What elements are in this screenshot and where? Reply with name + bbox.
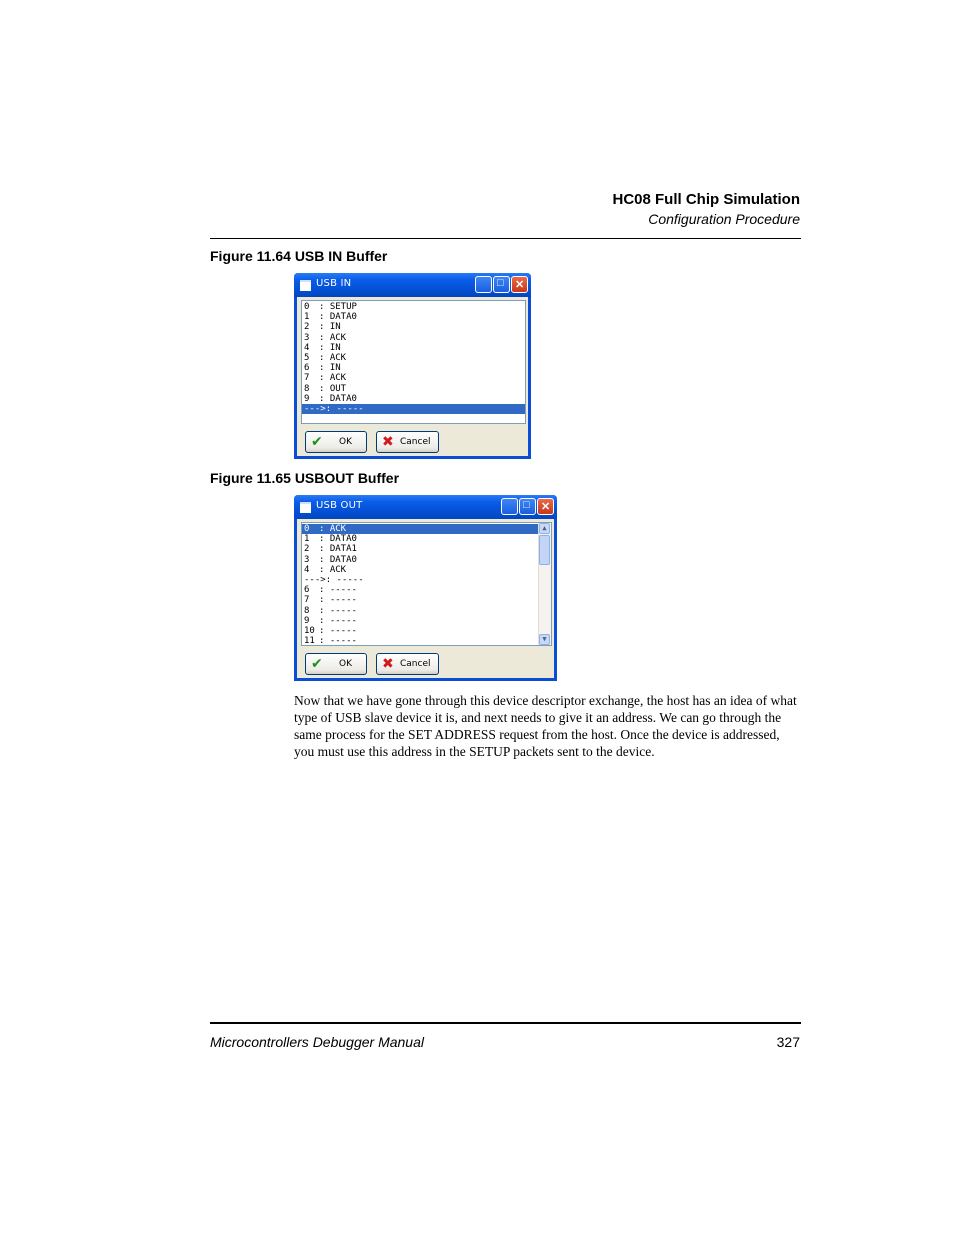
scroll-up-icon[interactable]: ▲	[539, 523, 550, 534]
footer-rule	[210, 1022, 801, 1024]
usb-out-listbox[interactable]	[301, 522, 552, 646]
list-item-index: --->	[304, 403, 326, 414]
list-item-value: : -----	[325, 574, 364, 585]
list-item[interactable]	[302, 565, 538, 575]
list-item[interactable]	[302, 555, 538, 565]
close-icon: ✕	[515, 279, 525, 291]
list-item[interactable]	[302, 585, 538, 595]
list-item-value: : DATA0	[319, 554, 357, 565]
list-item[interactable]	[302, 606, 538, 616]
list-item-value: : SETUP	[319, 302, 357, 312]
list-item[interactable]	[302, 384, 525, 394]
list-item[interactable]	[302, 626, 538, 636]
cross-icon: ✖	[382, 434, 394, 450]
list-item-index: 6	[304, 585, 310, 596]
list-item-index: 8	[304, 605, 310, 616]
scroll-thumb[interactable]	[539, 535, 550, 565]
list-item-index: 3	[304, 332, 310, 343]
minimize-button[interactable]	[475, 276, 492, 293]
list-item-value: : -----	[319, 585, 357, 596]
list-item-value: : -----	[319, 625, 357, 636]
usb-in-listbox[interactable]	[301, 300, 526, 424]
ok-button[interactable]	[305, 431, 367, 453]
list-item[interactable]	[302, 524, 538, 534]
list-item[interactable]	[302, 544, 538, 554]
minimize-button[interactable]	[501, 498, 518, 515]
list-item-index: 0	[304, 302, 310, 312]
list-item-index: 7	[304, 373, 310, 384]
section-title: HC08 Full Chip Simulation	[612, 191, 800, 208]
body-paragraph: Now that we have gone through this device descriptor exchange, the host has an idea of what type of USB slave device it is, and next needs to give it an address. We can go through the same process for the SET ADDRESS request from the host. Once the device is addressed, you must use this address in the SETUP packets sent to the device.	[294, 693, 797, 759]
list-item-index: 9	[304, 615, 310, 626]
header-rule	[210, 238, 801, 239]
list-item-index: 5	[304, 352, 310, 363]
list-item-value: : IN	[319, 342, 341, 353]
dialog-title: USB IN	[316, 278, 352, 289]
dialog-client	[297, 519, 554, 678]
figure-caption-usb-out: Figure 11.65 USBOUT Buffer	[210, 470, 400, 486]
list-item-index: --->	[304, 574, 326, 585]
list-item-value: : -----	[319, 615, 357, 626]
dialog-title: USB OUT	[316, 500, 363, 511]
list-item-value: : DATA0	[319, 534, 357, 545]
list-item[interactable]	[302, 534, 538, 544]
list-item-index: 4	[304, 564, 310, 575]
maximize-icon: □	[497, 277, 504, 289]
list-item[interactable]	[302, 636, 538, 646]
ok-button-label: OK	[339, 437, 352, 447]
list-item-index: 10	[304, 625, 315, 636]
list-item-value: : ACK	[319, 352, 347, 363]
list-item[interactable]	[302, 373, 525, 383]
list-item-value: : IN	[319, 322, 341, 333]
list-item[interactable]	[302, 302, 525, 312]
list-item-value: : DATA1	[319, 544, 357, 555]
list-item-value: : ACK	[319, 332, 347, 343]
close-button[interactable]	[511, 276, 528, 293]
list-item-index: 2	[304, 322, 310, 333]
vertical-scrollbar[interactable]	[538, 523, 551, 645]
figure-caption-usb-in: Figure 11.64 USB IN Buffer	[210, 248, 388, 264]
list-item-index: 1	[304, 312, 310, 323]
list-item-value: : DATA0	[319, 312, 357, 323]
list-item-value: : ACK	[319, 564, 347, 575]
cancel-button[interactable]	[376, 431, 439, 453]
list-item[interactable]	[302, 363, 525, 373]
list-item[interactable]	[302, 616, 538, 626]
list-item[interactable]	[302, 575, 538, 585]
list-item[interactable]	[302, 595, 538, 605]
minimize-icon: _	[506, 504, 513, 516]
dialog-titlebar[interactable]	[294, 273, 531, 297]
list-item-value: : OUT	[319, 383, 347, 394]
list-item-index: 8	[304, 383, 310, 394]
cross-icon: ✖	[382, 656, 394, 672]
list-item-value: : ACK	[319, 524, 347, 534]
list-item-value: : -----	[325, 403, 364, 414]
cancel-button-label: Cancel	[400, 659, 431, 669]
list-item-index: 1	[304, 534, 310, 545]
list-item-value: : IN	[319, 363, 341, 374]
window-icon	[300, 280, 311, 291]
list-item[interactable]	[302, 312, 525, 322]
list-item-index: 11	[304, 636, 315, 646]
maximize-button[interactable]	[493, 276, 510, 293]
list-item-value: : ACK	[319, 373, 347, 384]
window-icon	[300, 502, 311, 513]
list-item[interactable]	[302, 353, 525, 363]
close-button[interactable]	[537, 498, 554, 515]
list-item-index: 3	[304, 554, 310, 565]
list-item-index: 6	[304, 363, 310, 374]
list-item-value: : -----	[319, 605, 357, 616]
list-item[interactable]	[302, 404, 525, 414]
list-item-index: 0	[304, 524, 310, 534]
checkmark-icon: ✔	[311, 656, 323, 672]
ok-button[interactable]	[305, 653, 367, 675]
maximize-icon: □	[523, 499, 530, 511]
list-item-index: 4	[304, 342, 310, 353]
scroll-down-icon[interactable]: ▼	[539, 634, 550, 645]
list-item-value: : -----	[319, 595, 357, 606]
minimize-icon: _	[480, 282, 487, 294]
list-item[interactable]	[302, 394, 525, 404]
cancel-button-label: Cancel	[400, 437, 431, 447]
list-item-index: 7	[304, 595, 310, 606]
usb-out-dialog	[294, 495, 557, 681]
page-number: 327	[776, 1034, 800, 1050]
list-item[interactable]	[302, 322, 525, 332]
checkmark-icon: ✔	[311, 434, 323, 450]
manual-title: Microcontrollers Debugger Manual	[210, 1034, 424, 1050]
list-item[interactable]	[302, 333, 525, 343]
list-item-value: : -----	[319, 636, 357, 646]
cancel-button[interactable]	[376, 653, 439, 675]
ok-button-label: OK	[339, 659, 352, 669]
list-item-index: 2	[304, 544, 310, 555]
list-item[interactable]	[302, 343, 525, 353]
dialog-client	[297, 297, 528, 456]
list-item-value: : DATA0	[319, 393, 357, 404]
close-icon: ✕	[541, 501, 551, 513]
maximize-button[interactable]	[519, 498, 536, 515]
dialog-titlebar[interactable]	[294, 495, 557, 519]
list-item-index: 9	[304, 393, 310, 404]
usb-in-dialog	[294, 273, 531, 459]
section-subtitle: Configuration Procedure	[648, 211, 800, 227]
